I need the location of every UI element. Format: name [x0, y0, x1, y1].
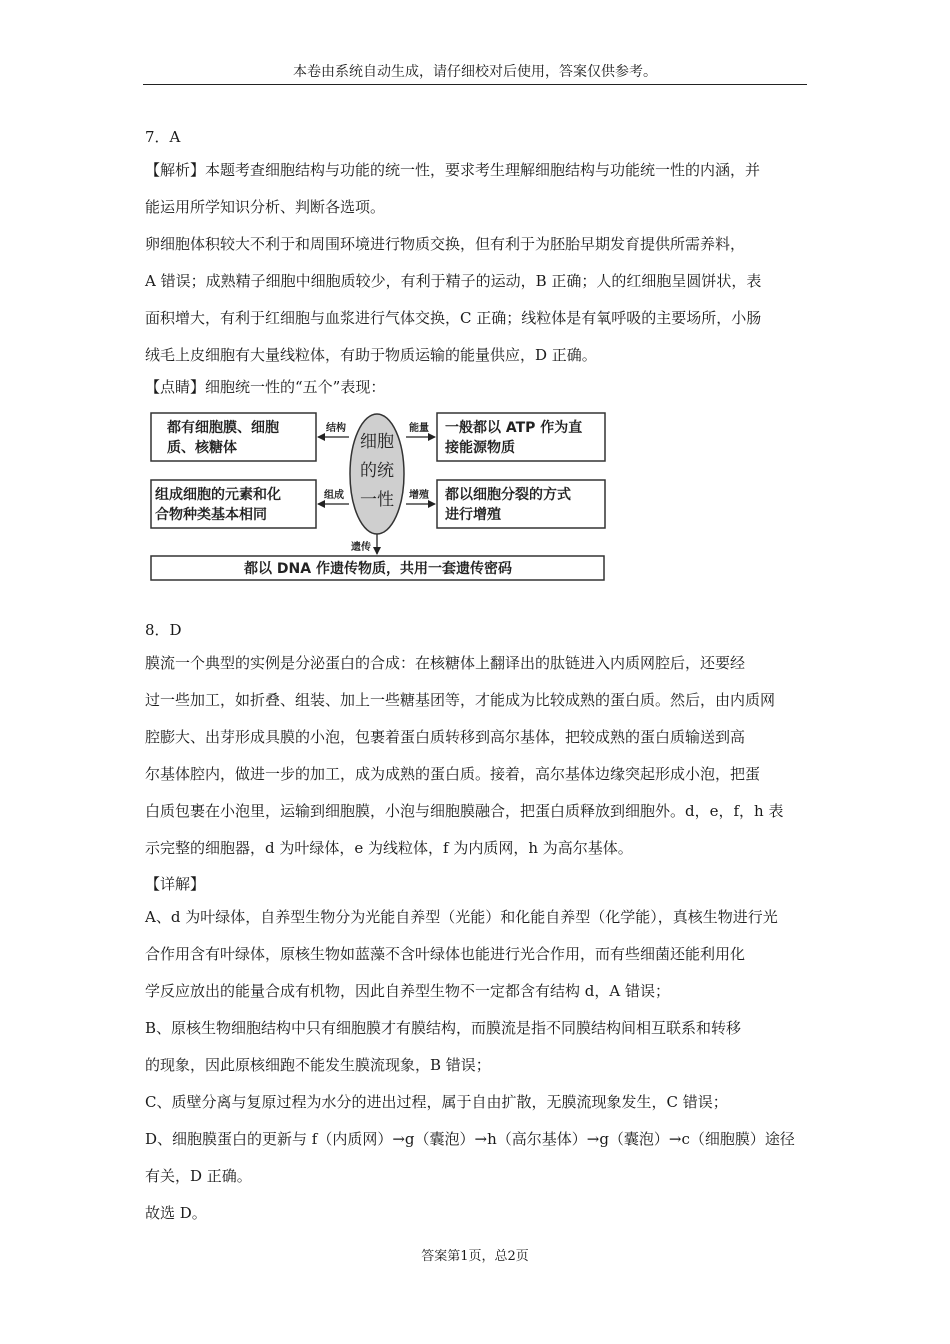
center-line: 细胞: [360, 432, 394, 452]
box-top-left-line: 都有细胞膜、细胞: [167, 420, 279, 436]
text-line: 尔基体腔内，做进一步的加工，成为成熟的蛋白质。接着，高尔基体边缘突起形成小泡，把蛋: [145, 765, 761, 783]
text-line: 腔膨大、出芽形成具膜的小泡，包裹着蛋白质转移到高尔基体，把较成熟的蛋白质输送到高: [145, 728, 746, 746]
text-line: 故选 D。: [145, 1204, 207, 1222]
text-line: 面积增大，有利于红细胞与血浆进行气体交换，C 正确；线粒体是有氧呼吸的主要场所，小肠: [145, 309, 762, 327]
label-heredity: 遗传: [351, 542, 371, 553]
label-energy: 能量: [409, 423, 429, 434]
text-line: 卵细胞体积较大不利于和周围环境进行物质交换，但有利于为胚胎早期发育提供所需养料，: [145, 235, 746, 253]
box-top-left-line: 质、核糖体: [167, 440, 237, 456]
label-reproduction: 增殖: [409, 490, 429, 501]
cell-unity-diagram: [150, 410, 606, 582]
text-line: A 错误；成熟精子细胞中细胞质较少，有利于精子的运动，B 正确；人的红细胞呈圆饼状，表: [145, 272, 762, 290]
text-line: 过一些加工，如折叠、组装、加上一些糖基团等，才能成为比较成熟的蛋白质。然后，由内质网: [145, 691, 776, 709]
header-divider: [143, 84, 807, 85]
page-footer: 答案第1页，总2页: [421, 1249, 529, 1264]
box-bottom-right-line: 进行增殖: [445, 507, 501, 523]
box-top-right-line: 一般都以 ATP 作为直: [445, 420, 583, 436]
text-line: 示完整的细胞器，d 为叶绿体，e 为线粒体，f 为内质网，h 为高尔基体。: [145, 839, 633, 857]
q7-tip: 【点睛】细胞统一性的“五个”表现：: [145, 378, 386, 396]
box-bottom-left-line: 组成细胞的元素和化: [155, 487, 281, 503]
box-bottom-wide-text: 都以 DNA 作遗传物质，共用一套遗传密码: [244, 561, 512, 577]
q8-number: 8．D: [145, 621, 182, 639]
label-composition: 组成: [324, 490, 344, 501]
label-structure: 结构: [326, 423, 346, 434]
q7-number: 7．A: [145, 128, 181, 146]
center-line: 的统: [360, 461, 394, 481]
text-line: D、细胞膜蛋白的更新与 f（内质网）→g（囊泡）→h（高尔基体）→g（囊泡）→c（细胞膜）途径: [145, 1130, 795, 1148]
text-line: 白质包裹在小泡里，运输到细胞膜，小泡与细胞膜融合，把蛋白质释放到细胞外。d，e，f，h 表: [145, 802, 784, 820]
page-header: 本卷由系统自动生成，请仔细校对后使用，答案仅供参考。: [293, 64, 657, 80]
box-top-right-line: 接能源物质: [445, 440, 515, 456]
text-line: B、原核生物细胞结构中只有细胞膜才有膜结构，而膜流是指不同膜结构间相互联系和转移: [145, 1019, 742, 1037]
text-line: 有关，D 正确。: [145, 1167, 252, 1185]
text-line: 绒毛上皮细胞有大量线粒体，有助于物质运输的能量供应，D 正确。: [145, 346, 597, 364]
q7-analysis: [145, 152, 809, 374]
text-line: 膜流一个典型的实例是分泌蛋白的合成：在核糖体上翻译出的肽链进入内质网腔后，还要经: [145, 654, 746, 672]
center-line: 一性: [360, 490, 394, 510]
text-line: 学反应放出的能量合成有机物，因此自养型生物不一定都含有结构 d，A 错误；: [145, 982, 670, 1000]
q8-detail: [145, 899, 809, 1232]
q8-detail-label: 【详解】: [145, 875, 206, 893]
text-line: 【解析】本题考查细胞结构与功能的统一性，要求考生理解细胞结构与功能统一性的内涵，并: [145, 161, 761, 179]
text-line: 的现象，因此原核细跑不能发生膜流现象，B 错误；: [145, 1056, 491, 1074]
text-line: 合作用含有叶绿体，原核生物如蓝藻不含叶绿体也能进行光合作用，而有些细菌还能利用化: [145, 945, 746, 963]
text-line: A、d 为叶绿体，自养型生物分为光能自养型（光能）和化能自养型（化学能），真核生物进行光: [145, 908, 778, 926]
q8-intro: [145, 645, 809, 867]
box-bottom-right-line: 都以细胞分裂的方式: [445, 487, 571, 503]
box-bottom-left-line: 合物种类基本相同: [155, 507, 267, 523]
text-line: 能运用所学知识分析、判断各选项。: [145, 198, 386, 216]
text-line: C、质壁分离与复原过程为水分的进出过程，属于自由扩散，无膜流现象发生，C 错误；: [145, 1093, 728, 1111]
